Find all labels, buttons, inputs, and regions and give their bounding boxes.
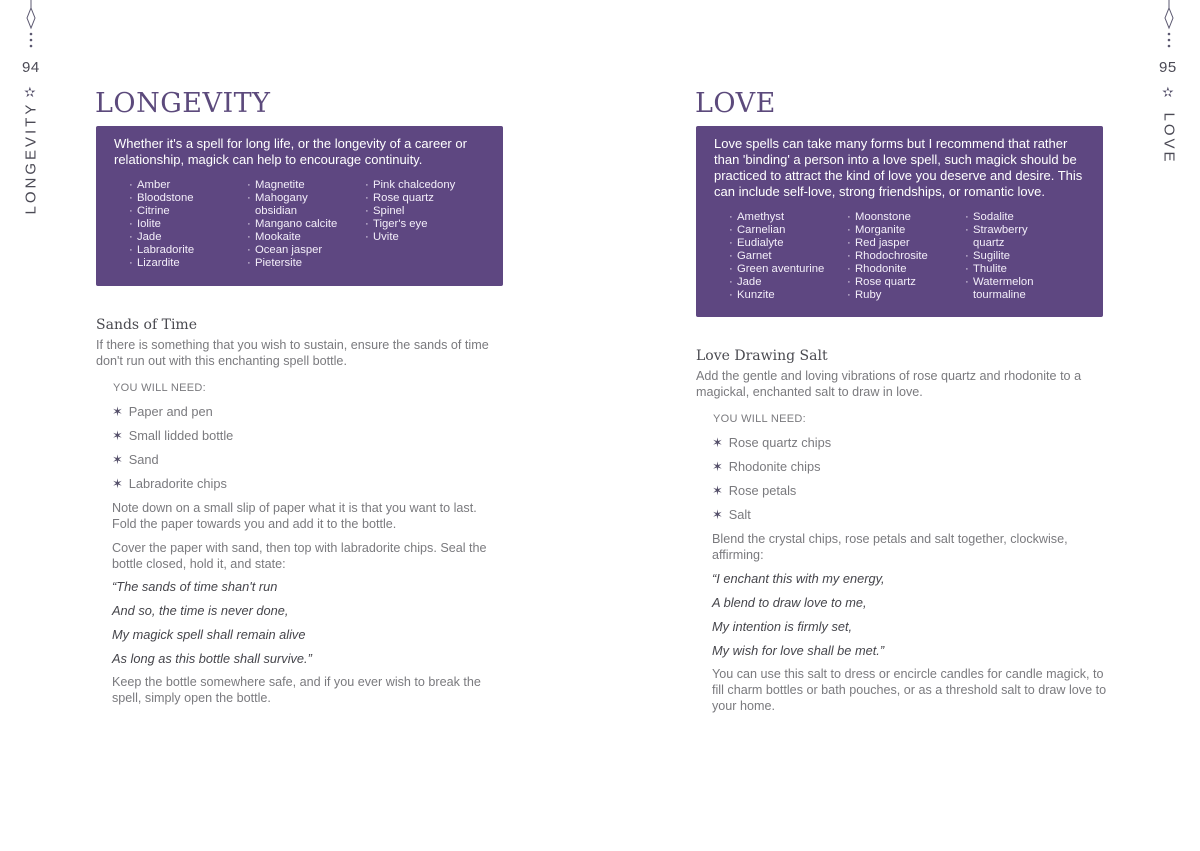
- crystal-column: [129, 179, 247, 270]
- ingredient-label: Sand: [128, 452, 159, 467]
- asterisk-bullet-icon: ✶: [112, 452, 123, 467]
- crystal-item: · Moonstone: [847, 211, 965, 224]
- incantation-line: My wish for love shall be met.”: [712, 643, 885, 658]
- crystal-item: · Magnetite: [247, 179, 365, 192]
- box-intro: Whether it's a spell for long life, or the longevity of a career or relationship, magick can help to encourage continuity.: [114, 136, 467, 167]
- ingredient-label: Rose quartz chips: [728, 435, 832, 450]
- ingredient-item: [112, 452, 159, 468]
- crystal-box: [696, 126, 1103, 317]
- crystal-item: · Strawberry: [965, 224, 1085, 237]
- crystal-column: [729, 211, 847, 302]
- incantation-line: My magick spell shall remain alive: [112, 627, 306, 642]
- crystal-item: · Rose quartz: [847, 276, 965, 289]
- crystal-item: · Amber: [129, 179, 247, 192]
- ingredient-label: Rose petals: [728, 483, 797, 498]
- crystal-item: · Iolite: [129, 218, 247, 231]
- crystal-item: · Green aventurine: [729, 263, 847, 276]
- ingredient-item: [712, 459, 821, 475]
- asterisk-bullet-icon: ✶: [712, 459, 723, 474]
- crystal-box: [96, 126, 503, 286]
- page-title: LONGEVITY: [95, 88, 271, 119]
- ingredient-item: [712, 435, 831, 451]
- side-label: LONGEVITY: [22, 101, 40, 215]
- ingredient-item: [712, 483, 796, 499]
- crystal-columns: [729, 211, 1085, 302]
- ingredient-item: [112, 476, 227, 492]
- asterisk-bullet-icon: ✶: [712, 435, 723, 450]
- crystal-item: · Ocean jasper: [247, 244, 365, 257]
- star-icon: ✫: [24, 85, 36, 101]
- crystal-item: · Garnet: [729, 250, 847, 263]
- crystal-item: · Pietersite: [247, 257, 365, 270]
- incantation-line: As long as this bottle shall survive.”: [112, 651, 312, 666]
- page-number: 94: [22, 59, 40, 76]
- ingredient-label: Rhodonite chips: [728, 459, 821, 474]
- crystal-item: · Morganite: [847, 224, 965, 237]
- crystal-item: · Uvite: [365, 231, 485, 244]
- spell-intro: If there is something that you wish to sustain, ensure the sands of time don't run out with this enchanting spell bottle.: [96, 338, 489, 368]
- crystal-item: obsidian: [255, 205, 298, 217]
- asterisk-bullet-icon: ✶: [112, 428, 123, 443]
- crystal-column: [247, 179, 365, 270]
- crystal-item: · Pink chalcedony: [365, 179, 485, 192]
- crystal-item: quartz: [973, 237, 1005, 249]
- spell-intro: Add the gentle and loving vibrations of rose quartz and rhodonite to a magickal, enchanted salt to draw in love.: [696, 369, 1082, 399]
- crystal-column: [847, 211, 965, 302]
- crystal-item: · Thulite: [965, 263, 1085, 276]
- crystal-item: tourmaline: [973, 289, 1026, 301]
- you-will-need-label: YOU WILL NEED:: [713, 413, 807, 425]
- crystal-item: · Lizardite: [129, 257, 247, 270]
- crystal-item: · Rhodonite: [847, 263, 965, 276]
- right-page: [600, 0, 1200, 851]
- incantation-line: A blend to draw love to me,: [712, 595, 867, 610]
- crystal-item: · Sugilite: [965, 250, 1085, 263]
- box-intro: Love spells can take many forms but I recommend that rather than 'binding' a person into a love spell, such magick should be practiced to attract the kind of love you deserve and desire. This can include self-love, strong friendships, or romantic love.: [714, 136, 1083, 199]
- crystal-item: · Rhodochrosite: [847, 250, 965, 263]
- page-number: 95: [1159, 59, 1177, 76]
- ingredient-label: Small lidded bottle: [128, 428, 234, 443]
- asterisk-bullet-icon: ✶: [112, 476, 123, 491]
- diamond-ornament-icon: [23, 0, 39, 52]
- incantation-line: “The sands of time shan't run: [112, 579, 278, 594]
- crystal-item: · Amethyst: [729, 211, 847, 224]
- crystal-item: · Kunzite: [729, 289, 847, 302]
- incantation-line: My intention is firmly set,: [712, 619, 853, 634]
- you-will-need-label: YOU WILL NEED:: [113, 382, 207, 394]
- star-icon: ✫: [1162, 85, 1174, 101]
- incantation-line: “I enchant this with my energy,: [712, 571, 885, 586]
- diamond-ornament-icon: [1161, 0, 1177, 52]
- crystal-item: · Eudialyte: [729, 237, 847, 250]
- page-title: LOVE: [695, 88, 776, 119]
- closing-text: Keep the bottle somewhere safe, and if you ever wish to break the spell, simply open the bottle.: [112, 675, 481, 705]
- crystal-item: · Mangano calcite: [247, 218, 365, 231]
- asterisk-bullet-icon: ✶: [112, 404, 123, 419]
- crystal-item: · Mookaite: [247, 231, 365, 244]
- crystal-columns: [129, 179, 485, 270]
- ingredient-label: Paper and pen: [128, 404, 213, 419]
- crystal-item: · Tiger's eye: [365, 218, 485, 231]
- crystal-item: · Bloodstone: [129, 192, 247, 205]
- crystal-item: · Sodalite: [965, 211, 1085, 224]
- asterisk-bullet-icon: ✶: [712, 483, 723, 498]
- ingredient-item: [112, 428, 233, 444]
- spell-title: Sands of Time: [96, 317, 197, 333]
- ingredient-label: Labradorite chips: [128, 476, 227, 491]
- crystal-item: · Red jasper: [847, 237, 965, 250]
- crystal-item: · Jade: [729, 276, 847, 289]
- ingredient-label: Salt: [728, 507, 751, 522]
- side-label: LOVE: [1160, 112, 1178, 165]
- crystal-item: · Citrine: [129, 205, 247, 218]
- crystal-column: [365, 179, 485, 270]
- crystal-item: · Rose quartz: [365, 192, 485, 205]
- crystal-item: · Watermelon: [965, 276, 1085, 289]
- instruction-step: Note down on a small slip of paper what it is that you want to last. Fold the paper towards you and add it to the bottle.: [112, 501, 477, 531]
- crystal-column: [965, 211, 1085, 302]
- crystal-item: · Labradorite: [129, 244, 247, 257]
- spell-title: Love Drawing Salt: [696, 348, 828, 364]
- crystal-item: · Jade: [129, 231, 247, 244]
- crystal-item: · Mahogany: [247, 192, 365, 205]
- incantation-line: And so, the time is never done,: [112, 603, 289, 618]
- crystal-item: · Spinel: [365, 205, 485, 218]
- ingredient-item: [112, 404, 213, 420]
- instruction-step: Cover the paper with sand, then top with labradorite chips. Seal the bottle closed, hold it, and state:: [112, 541, 487, 571]
- crystal-item: · Carnelian: [729, 224, 847, 237]
- instruction-step: Blend the crystal chips, rose petals and salt together, clockwise, affirming:: [712, 532, 1068, 562]
- crystal-item: · Ruby: [847, 289, 965, 302]
- closing-text: You can use this salt to dress or encircle candles for candle magick, to fill charm bottles or bath pouches, or as a threshold salt to draw love to your home.: [712, 667, 1107, 713]
- ingredient-item: [712, 507, 751, 523]
- asterisk-bullet-icon: ✶: [712, 507, 723, 522]
